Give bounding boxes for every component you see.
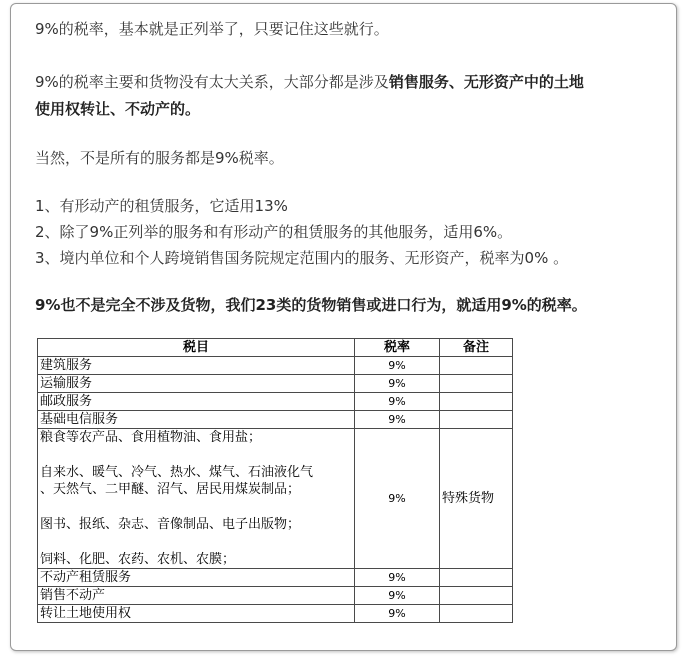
- cell-item: 销售不动产: [38, 587, 355, 605]
- cell-rate: 9%: [355, 429, 440, 569]
- cell-item: 基础电信服务: [38, 411, 355, 429]
- table-row: [38, 605, 513, 623]
- list-item: 1、有形动产的租赁服务，它适用13%: [35, 197, 288, 215]
- scope-bold-line1: 销售服务、无形资产中的土地: [388, 73, 584, 91]
- cell-note: [440, 605, 513, 623]
- cell-item: 建筑服务: [38, 357, 355, 375]
- paragraph-note: 当然，不是所有的服务都是9%税率。: [35, 149, 284, 167]
- table-row: [38, 411, 513, 429]
- table-row: [38, 569, 513, 587]
- table-row: [38, 375, 513, 393]
- cell-item: 运输服务: [38, 375, 355, 393]
- cell-rate: 9%: [355, 411, 440, 429]
- cell-goods-list: [38, 429, 355, 569]
- scope-bold-line2: 使用权转让、不动产的。: [35, 100, 201, 118]
- list-item: 3、境内单位和个人跨境销售国务院规定范围内的服务、无形资产，税率为0% 。: [35, 249, 569, 267]
- scope-text: 9%的税率主要和货物没有太大关系，大部分都是涉及: [35, 73, 389, 91]
- cell-rate: 9%: [355, 357, 440, 375]
- paragraph-goods: 9%也不是完全不涉及货物，我们23类的货物销售或进口行为，就适用9%的税率。: [35, 296, 587, 314]
- goods-line: 、天然气、二甲醚、沼气、居民用煤炭制品；: [40, 482, 301, 497]
- cell-note: 特殊货物: [440, 429, 513, 569]
- header-rate: 税率: [355, 339, 440, 357]
- table-header-row: [38, 339, 513, 357]
- header-note: 备注: [440, 339, 513, 357]
- article-card: [10, 3, 677, 651]
- cell-note: [440, 587, 513, 605]
- cell-item: 不动产租赁服务: [38, 569, 355, 587]
- table-row: [38, 393, 513, 411]
- tax-rate-table: [37, 338, 513, 623]
- cell-rate: 9%: [355, 605, 440, 623]
- cell-item: 转让土地使用权: [38, 605, 355, 623]
- cell-rate: 9%: [355, 375, 440, 393]
- cell-note: [440, 569, 513, 587]
- cell-note: [440, 393, 513, 411]
- rate-list: [35, 193, 568, 271]
- table-row: [38, 587, 513, 605]
- goods-line: 饲料、化肥、农药、农机、农膜；: [40, 552, 236, 567]
- cell-item: 邮政服务: [38, 393, 355, 411]
- header-item: 税目: [38, 339, 355, 357]
- cell-note: [440, 375, 513, 393]
- cell-rate: 9%: [355, 393, 440, 411]
- table-row: [38, 357, 513, 375]
- goods-line: 自来水、暖气、冷气、热水、煤气、石油液化气: [40, 465, 314, 480]
- cell-note: [440, 411, 513, 429]
- paragraph-scope: [35, 69, 584, 123]
- goods-line: 图书、报纸、杂志、音像制品、电子出版物；: [40, 517, 301, 532]
- goods-line: 粮食等农产品、食用植物油、食用盐；: [40, 430, 262, 445]
- cell-note: [440, 357, 513, 375]
- table-row-goods: [38, 429, 513, 569]
- list-item: 2、除了9%正列举的服务和有形动产的租赁服务的其他服务，适用6%。: [35, 223, 513, 241]
- cell-rate: 9%: [355, 569, 440, 587]
- paragraph-intro: 9%的税率，基本就是正列举了，只要记住这些就行。: [35, 20, 389, 38]
- cell-rate: 9%: [355, 587, 440, 605]
